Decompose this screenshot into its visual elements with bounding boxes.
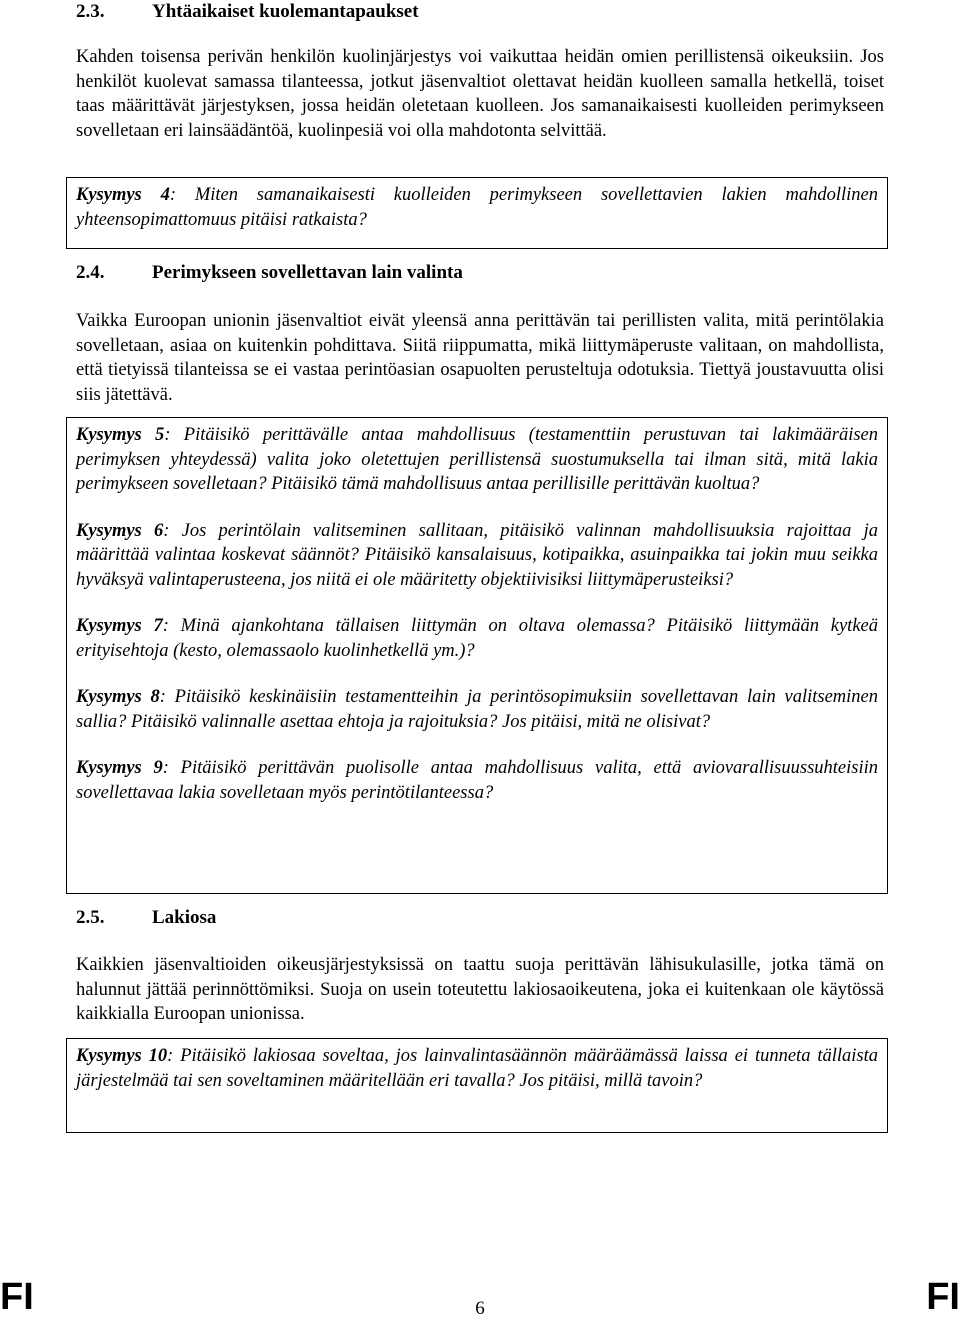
question-box — [66, 177, 888, 249]
question-text: : Minä ajankohtana tällaisen liittymän on oltava olemassa? Pitäisikö liittymään kytkeä erityisehtoja (kesto, olemassaolo kuolinhetkellä ym.)? — [76, 616, 878, 661]
question — [76, 685, 878, 734]
question-text: : Pitäisikö lakiosaa soveltaa, jos lainvalintasäännön määräämässä laissa ei tunneta tällaista järjestelmää tai sen soveltaminen määritellään eri tavalla? Jos pitäisi, millä tavoin? — [76, 1046, 878, 1091]
question-label: Kysymys 10 — [76, 1046, 168, 1066]
question-text: : Miten samanaikaisesti kuolleiden perimykseen sovellettavien lakien mahdollinen yhteensopimattomuus pitäisi ratkaista? — [76, 185, 878, 230]
footer-language-code-left: FI — [0, 1276, 34, 1318]
question — [76, 614, 878, 663]
section-title: Lakiosa — [152, 907, 217, 928]
section-number: 2.4. — [76, 262, 105, 283]
question-box — [66, 417, 888, 894]
section-heading — [76, 261, 463, 285]
footer-language-code-right: FI — [926, 1276, 960, 1318]
question — [76, 183, 878, 232]
question-label: Kysymys 7 — [76, 616, 163, 636]
question-text: : Pitäisikö perittävän puolisolle antaa mahdollisuus valita, että aviovarallisuussuhteisiin sovellettavaa lakia sovelletaan myös perintötilanteessa? — [76, 758, 878, 803]
question — [76, 423, 878, 497]
question-text: : Jos perintölain valitseminen sallitaan, pitäisikö valinnan mahdollisuuksia rajoittaa ja määrittää valintaa koskevat säännöt? Pitäisikö kansalaisuus, kotipaikka, asuinpaikka tai jokin muu seikka hyväksyä valintaperusteena, jos niitä ei ole määritetty objektiivisiksi liittymäperusteiksi? — [76, 520, 878, 590]
section-title: Perimykseen sovellettavan lain valinta — [152, 262, 463, 283]
section-paragraph: Kaikkien jäsenvaltioiden oikeusjärjestyksissä on taattu suoja perittävän lähisukulasille, jotka tämä on halunnut jättää perinnöttömiksi. Suoja on usein toteutettu lakiosaoikeutena, joka ei kuitenkaan ole käytössä kaikkialla Euroopan unionissa. — [76, 955, 884, 1024]
question — [76, 1044, 878, 1093]
page-number: 6 — [475, 1298, 485, 1319]
section-heading — [76, 0, 419, 24]
question-label: Kysymys 9 — [76, 758, 163, 778]
question-label: Kysymys 4 — [76, 185, 170, 205]
question — [76, 756, 878, 805]
question-text: : Pitäisikö perittävälle antaa mahdollisuus (testamenttiin perustuvan tai lakimääräisen perimyksen yhteydessä) valita joko oletettujen perillistensä suostumuksella tai ilman sitä, mitä lakia perimykseen sovelletaan? Pitäisikö tämä mahdollisuus antaa perillisille perittävän kuoltua? — [76, 425, 879, 494]
section-title: Yhtäaikaiset kuolemantapaukset — [152, 1, 419, 22]
section-number: 2.5. — [76, 907, 105, 928]
question — [76, 519, 878, 593]
section-heading — [76, 906, 216, 930]
question-box — [66, 1038, 888, 1133]
section-number: 2.3. — [76, 1, 105, 22]
question-label: Kysymys 8 — [76, 687, 160, 707]
question-label: Kysymys 6 — [76, 520, 164, 541]
section-paragraph: Vaikka Euroopan unionin jäsenvaltiot eivät yleensä anna perittävän tai perillisten valita, mitä perintölakia sovelletaan, asiaa on kuitenkin pohdittava. Siitä riippumatta, mikä liittymäperuste valitaan, on mahdollista, että tietyissä tilanteissa se ei vastaa perintöasian osapuolten perusteltuja odotuksia. Tiettyä joustavuutta olisi siis jätettävä. — [76, 311, 884, 405]
section-paragraph: Kahden toisensa perivän henkilön kuolinjärjestys voi vaikuttaa heidän omien perillistensä oikeuksiin. Jos henkilöt kuolevat samassa tilanteessa, jotkut jäsenvaltiot olettavat heidän kuolleen samalla hetkellä, toiset taas määrittävät järjestyksen, jossa heidän oletetaan kuolleen. Jos samanaikaisesti kuolleiden perimykseen sovelletaan eri lainsäädäntöä, kuolinpesiä voi olla mahdotonta selvittää. — [76, 47, 884, 141]
question-text: : Pitäisikö keskinäisiin testamentteihin ja perintösopimuksiin sovellettavan lain valitseminen sallia? Pitäisikö valinnalle asettaa ehtoja ja rajoituksia? Jos pitäisi, mitä ne olisivat? — [76, 687, 878, 732]
question-label: Kysymys 5 — [76, 425, 165, 445]
